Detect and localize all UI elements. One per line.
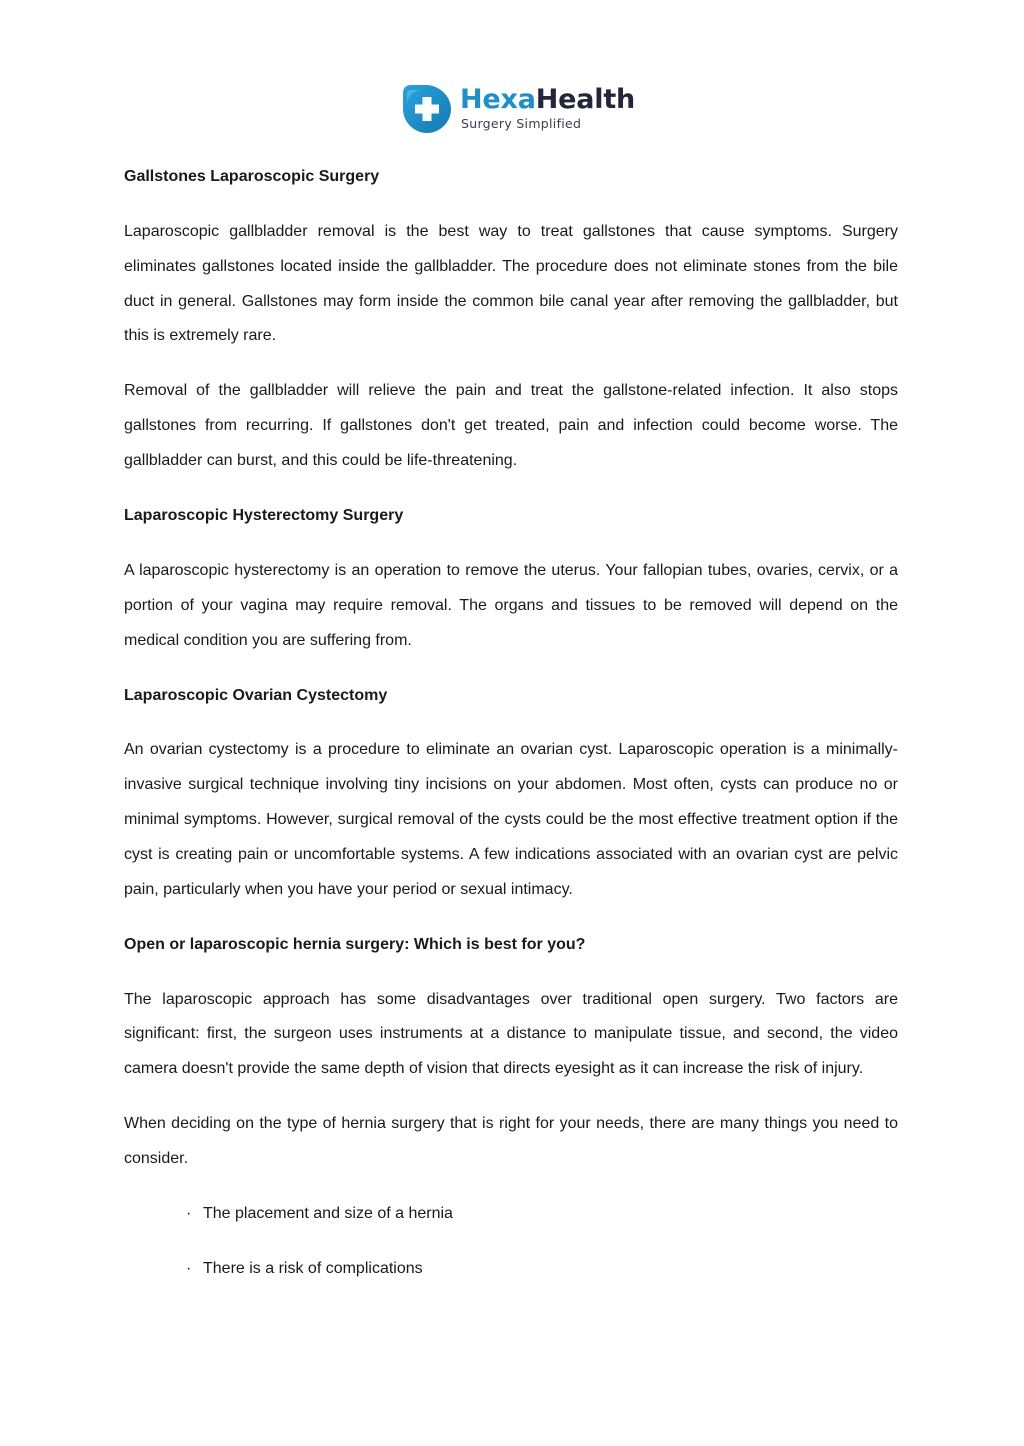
document-body bbox=[124, 160, 898, 1307]
brand-name bbox=[460, 83, 635, 117]
list-item-text: The placement and size of a hernia bbox=[203, 1205, 453, 1222]
paragraph: An ovarian cystectomy is a procedure to eliminate an ovarian cyst. Laparoscopic operation is a minimally-invasive surgical technique involving tiny incisions on your abdomen. Most often, cysts can produce no or minimal symptoms. However, surgical removal of the cysts could be the most effective treatment option if the cyst is creating pain or uncomfortable systems. A few indications associated with an ovarian cyst are pelvic pain, particularly when you have your period or sexual intimacy. bbox=[124, 741, 898, 898]
paragraph: Laparoscopic gallbladder removal is the best way to treat gallstones that cause symptoms. Surgery eliminates gallstones located inside the gallbladder. The procedure does not eliminate stones from the bile duct in general. Gallstones may form inside the common bile canal year after removing the gallbladder, but this is extremely rare. bbox=[124, 222, 898, 345]
brand-tagline: Surgery Simplified bbox=[461, 116, 582, 131]
paragraph: The laparoscopic approach has some disadvantages over traditional open surgery. Two factors are significant: first, the surgeon uses instruments at a distance to manipulate tissue, and second, the video camera doesn't provide the same depth of vision that directs eyesight as it can increase the risk of injury. bbox=[124, 990, 898, 1078]
list-item bbox=[124, 1252, 898, 1287]
brand-name-hexa: Hexa bbox=[460, 84, 536, 115]
hexahealth-logo bbox=[402, 84, 636, 136]
list-item-text: There is a risk of complications bbox=[203, 1259, 423, 1277]
section-heading-hernia: Open or laparoscopic hernia surgery: Which is best for you? bbox=[124, 935, 586, 953]
section-heading-ovarian-cystectomy: Laparoscopic Ovarian Cystectomy bbox=[124, 686, 388, 704]
list-item bbox=[124, 1197, 898, 1232]
paragraph: When deciding on the type of hernia surgery that is right for your needs, there are many things you need to consider. bbox=[124, 1115, 898, 1168]
brand-name-health: Health bbox=[535, 84, 636, 115]
section-heading-hysterectomy: Laparoscopic Hysterectomy Surgery bbox=[124, 506, 404, 524]
medical-cross-shield-icon bbox=[402, 84, 452, 134]
section-heading-gallstones: Gallstones Laparoscopic Surgery bbox=[124, 168, 380, 185]
paragraph: A laparoscopic hysterectomy is an operation to remove the uterus. Your fallopian tubes, ovaries, cervix, or a portion of your vagina may require removal. The organs and tissues to be removed will depend on the medical condition you are suffering from. bbox=[124, 561, 898, 649]
considerations-list bbox=[124, 1197, 898, 1287]
paragraph: Removal of the gallbladder will relieve the pain and treat the gallstone-related infection. It also stops gallstones from recurring. If gallstones don't get treated, pain and infection could become worse. The gallbladder can burst, and this could be life-threatening. bbox=[124, 382, 898, 469]
list-bullet: · bbox=[186, 1205, 192, 1222]
list-bullet: · bbox=[186, 1259, 192, 1277]
